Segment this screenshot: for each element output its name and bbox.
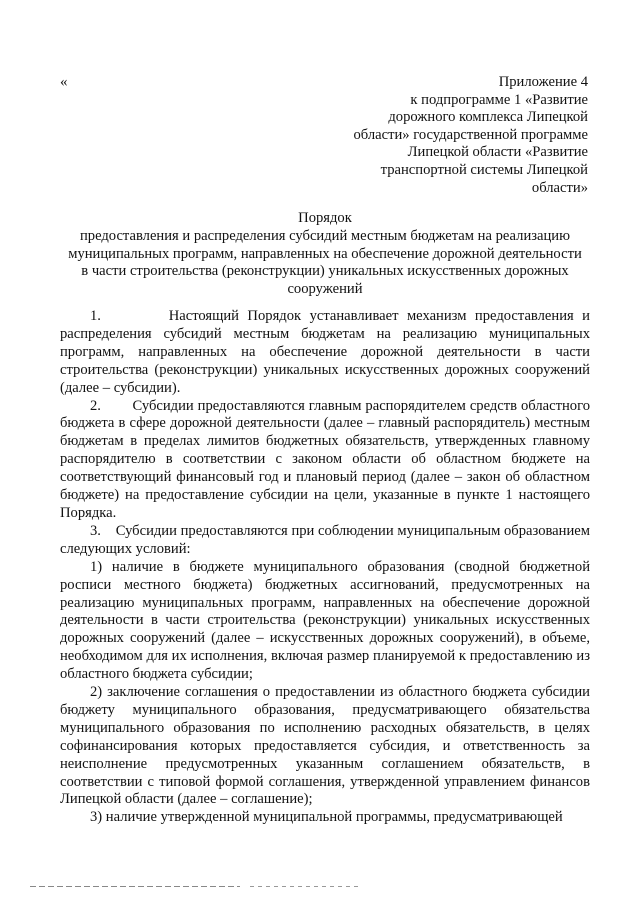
- condition-2: 2) заключение соглашения о предоставлении из областного бюджета субсидии бюджету муниципального образования, предусматривающего обязательства муниципального образования по исполнению расходных обязательств, в целях софинансирования которых предоставляется субсидия, и ответственность за неисполнение предусмотренных указанным соглашением обязательств, в соответствии с типовой формой соглашения, утвержденной управлением финансов Липецкой области (далее – соглашение);: [60, 684, 590, 808]
- opening-quote-mark: «: [60, 74, 68, 90]
- condition-1: 1) наличие в бюджете муниципального образования (сводной бюджетной росписи местного бюджета) бюджетных ассигнований, предусмотренных на реализацию муниципальных программ, направленных на обеспечение дорожной деятельности в части строительства (реконструкции) уникальных искусственных дорожных сооружений (далее – искусственных дорожных сооружений), в объеме, необходимом для их исполнения, включая размер планируемой к предоставлению из областного бюджета субсидии;: [60, 558, 590, 683]
- title-heading: Порядок: [298, 210, 352, 226]
- appendix-line: области»: [531, 179, 588, 196]
- appendix-reference: [328, 74, 588, 197]
- paragraph-3: 3. Субсидии предоставляются при соблюдении муниципальным образованием следующих условий:: [60, 522, 590, 557]
- condition-3: 3) наличие утвержденной муниципальной программы, предусматривающей: [90, 809, 563, 826]
- appendix-line: Липецкой области «Развитие: [407, 144, 588, 161]
- paragraph-2: 2. Субсидии предоставляются главным распорядителем средств областного бюджета в сфере дорожной деятельности (далее – главный распорядитель) местным бюджетам в пределах лимитов бюджетных обязательств, утвержденных главному распорядителю в соответствии с законом области об областном бюджете на соответствующий финансовый год и плановый период (далее – закон об областном бюджете) на предоставление субсидии на цели, указанные в пункте 1 настоящего Порядка.: [60, 397, 590, 521]
- document-title: [60, 210, 590, 299]
- document-body: [60, 308, 590, 827]
- title-line: сооружений: [287, 281, 363, 298]
- scan-artifact-line: [250, 886, 360, 887]
- scan-artifact-line: [30, 886, 240, 887]
- paragraph-1: 1. Настоящий Порядок устанавливает механизм предоставления и распределения субсидий местным бюджетам на реализацию муниципальных программ, направленных на обеспечение дорожной деятельности в части строительства (реконструкции) уникальных искусственных дорожных сооружений (далее – субсидии).: [60, 308, 590, 396]
- title-line: в части строительства (реконструкции) уникальных искусственных дорожных: [81, 263, 569, 280]
- appendix-line: транспортной системы Липецкой: [380, 161, 588, 178]
- appendix-line: области» государственной программе: [353, 126, 588, 143]
- appendix-line: Приложение 4: [498, 74, 588, 90]
- appendix-line: дорожного комплекса Липецкой: [388, 109, 588, 126]
- title-line: муниципальных программ, направленных на обеспечение дорожной деятельности: [68, 245, 582, 262]
- title-line: предоставления и распределения субсидий местным бюджетам на реализацию: [79, 227, 571, 244]
- appendix-line: к подпрограмме 1 «Развитие: [410, 91, 588, 108]
